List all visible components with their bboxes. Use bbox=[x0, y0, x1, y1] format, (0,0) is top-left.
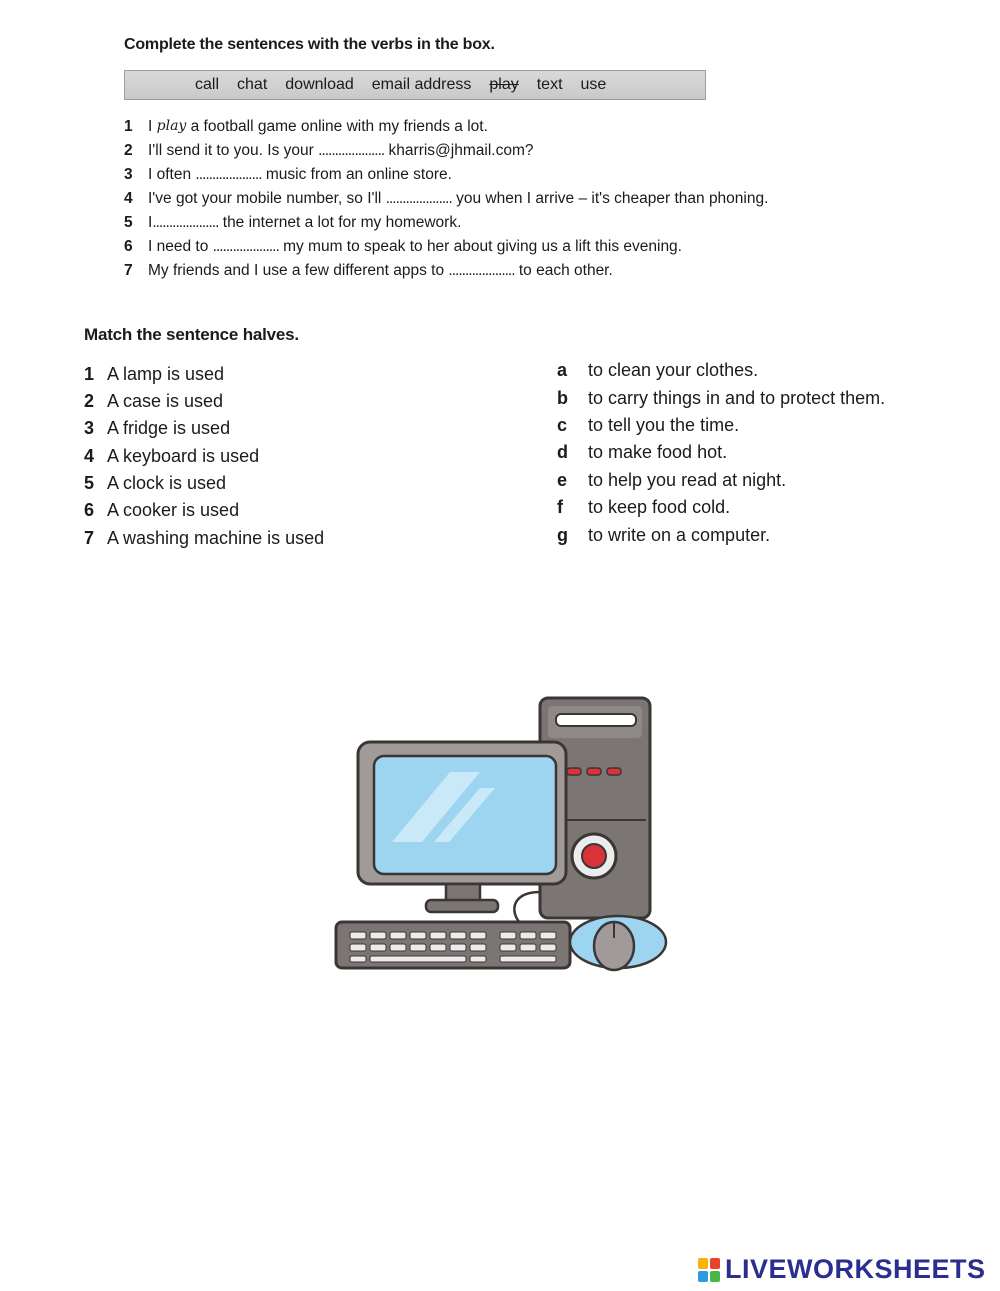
example-answer: play bbox=[156, 118, 187, 134]
match-left-2: 2 A case is used bbox=[84, 391, 224, 411]
sentence-5: 5 I .................... the internet a lot for my homework. bbox=[124, 214, 462, 231]
verb-chat: chat bbox=[237, 76, 268, 93]
match-left-7: 7 A washing machine is used bbox=[84, 528, 325, 548]
verb-email-address: email address bbox=[371, 76, 472, 93]
desktop-computer-icon bbox=[330, 692, 672, 972]
answer-blank[interactable]: .................... bbox=[195, 166, 262, 183]
verb-call: call bbox=[195, 76, 220, 93]
verb-download: download bbox=[285, 76, 354, 93]
brand-name: LIVEWORKSHEETS bbox=[725, 1254, 986, 1284]
match-left-5: 5 A clock is used bbox=[84, 473, 227, 493]
verb-box bbox=[124, 70, 706, 100]
match-right-d: d to make food hot. bbox=[557, 442, 728, 462]
sentence-2: 2 I'll send it to you. Is your .................... kharris@jhmail.com? bbox=[124, 142, 534, 159]
match-right-b: b to carry things in and to protect them. bbox=[557, 388, 886, 408]
verb-play: play bbox=[489, 76, 519, 93]
answer-blank[interactable]: .................... bbox=[212, 238, 279, 255]
match-right-e: e to help you read at night. bbox=[557, 470, 787, 490]
answer-blank[interactable]: .................... bbox=[152, 214, 219, 231]
answer-blank[interactable]: .................... bbox=[448, 262, 515, 279]
verb-use: use bbox=[580, 76, 607, 93]
match-left-3: 3 A fridge is used bbox=[84, 418, 231, 438]
answer-blank[interactable]: .................... bbox=[385, 190, 452, 207]
match-left-1: 1 A lamp is used bbox=[84, 364, 225, 384]
sentence-6: 6 I need to .................... my mum to speak to her about giving us a lift this evening. bbox=[124, 238, 682, 255]
match-left-4: 4 A keyboard is used bbox=[84, 446, 260, 466]
match-right-a: a to clean your clothes. bbox=[557, 360, 759, 380]
sentence-4: 4 I've got your mobile number, so I'll .................... you when I arrive – it's cheaper than phoning. bbox=[124, 190, 769, 207]
exercise1-title: Complete the sentences with the verbs in the box. bbox=[124, 36, 495, 53]
sentence-1: 1 I play a football game online with my friends a lot. bbox=[124, 118, 488, 135]
sentence-7: 7 My friends and I use a few different apps to .................... to each other. bbox=[124, 262, 613, 279]
match-right-f: f to keep food cold. bbox=[557, 497, 731, 517]
exercise2-title: Match the sentence halves. bbox=[84, 325, 299, 344]
match-right-g: g to write on a computer. bbox=[557, 525, 771, 545]
match-left-6: 6 A cooker is used bbox=[84, 500, 240, 520]
liveworksheets-logo-icon bbox=[698, 1258, 720, 1282]
liveworksheets-logo[interactable] bbox=[698, 1254, 986, 1285]
match-right-c: c to tell you the time. bbox=[557, 415, 740, 435]
sentence-3: 3 I often .................... music from an online store. bbox=[124, 166, 452, 183]
verb-text: text bbox=[536, 76, 563, 93]
answer-blank[interactable]: .................... bbox=[318, 142, 385, 159]
